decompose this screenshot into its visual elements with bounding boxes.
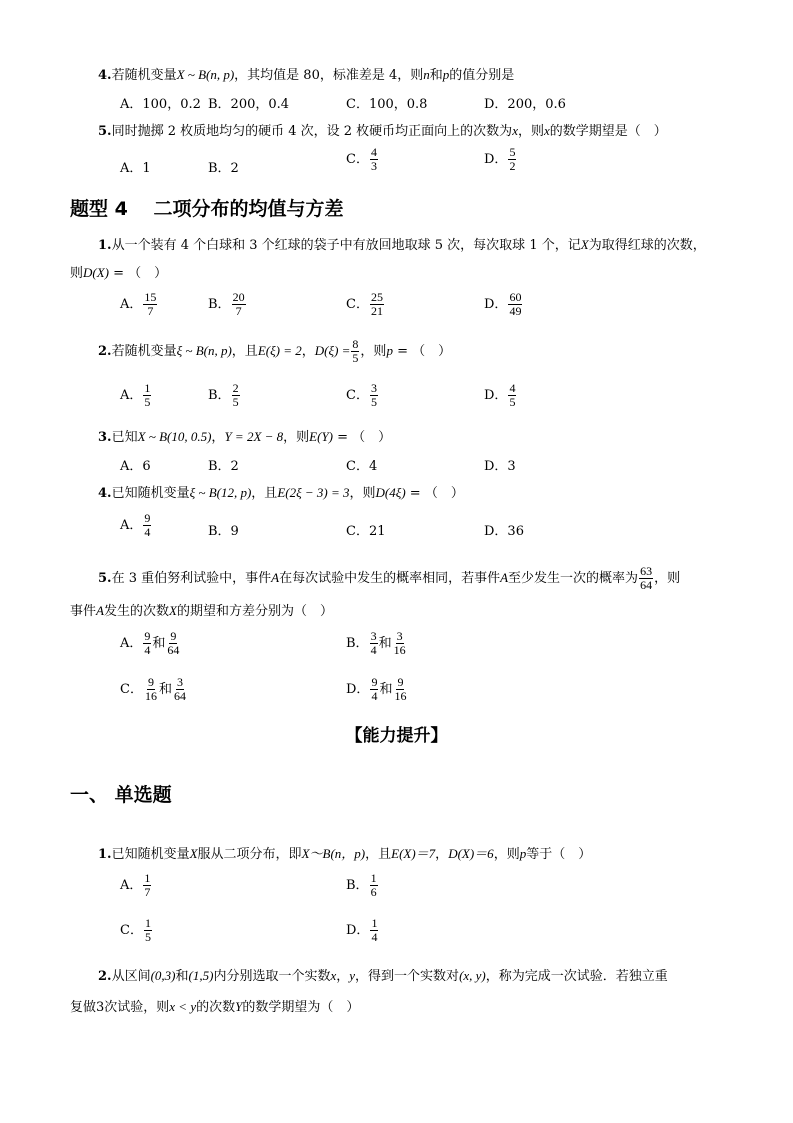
option-a: A．1: [120, 161, 151, 176]
question-t4-3: 3.已知X ~ B(10, 0.5)，Y = 2X − 8，则E(Y) = （ ）: [98, 429, 392, 445]
option-b: B．200，0.4: [208, 97, 290, 112]
option-c: C． $\frac{4}{3}$: [346, 145, 377, 173]
question-number: 4.: [98, 68, 112, 83]
section-title-ability: 【能力提升】: [345, 726, 448, 746]
option-b: B．9: [208, 524, 239, 539]
option-c: C． $\frac{3}{5}$: [346, 381, 377, 409]
option-a: A． $\frac{1}{7}$: [120, 871, 151, 899]
question-t4-5: 5.在 3 重伯努利试验中，事件A在每次试验中发生的概率相同，若事件A至少发生一次的概率为 $\frac{63}{64}$ ，则: [98, 564, 681, 592]
question-number: 5.: [98, 124, 112, 139]
option-a: A． $\frac{15}{7}$: [120, 290, 157, 318]
question-a5: 5.同时抛掷 2 枚质地均匀的硬币 4 次，设 2 枚硬币均正面向上的次数为x，则x的数学期望是（ ）: [98, 123, 667, 139]
question-ability-2-line2: 复做3次试验，则x < y的次数Y的数学期望为（ ）: [70, 999, 360, 1015]
question-t4-5-line2: 事件A发生的次数X的期望和方差分别为（ ）: [70, 603, 333, 619]
option-b: B．2: [208, 459, 239, 474]
fraction: $\frac{8}{5}$: [352, 337, 359, 365]
question-ability-2: 2.从区间(0,3)和(1,5)内分别选取一个实数x，y，得到一个实数对(x, y)，称为完成一次试验．若独立重: [98, 968, 668, 984]
question-ability-1: 1.已知随机变量X服从二项分布，即X～B(n，p)，且E(X)＝7，D(X)＝6，则p等于（ ）: [98, 846, 592, 862]
option-a: A． $\frac{1}{5}$: [120, 381, 151, 409]
option-c: C．21: [346, 524, 386, 539]
question-t4-1: 1.从一个装有 4 个白球和 3 个红球的袋子中有放回地取球 5 次，每次取球 1 个，记X为取得红球的次数，: [98, 237, 706, 253]
option-b: B． $\frac{20}{7}$: [208, 290, 245, 318]
option-d: D．36: [484, 524, 524, 539]
option-d: D． $\frac{60}{49}$: [484, 290, 522, 318]
section-heading-single-choice: 一、 单选题: [70, 784, 172, 806]
option-b: B． $\frac{2}{5}$: [208, 381, 239, 409]
option-c: C．100，0.8: [346, 97, 428, 112]
section-heading-type4: 题型 4 二项分布的均值与方差: [70, 198, 344, 220]
question-a4: 4.若随机变量X ~ B(n, p)，其均值是 80，标准差是 4，则n和p的值分别是: [98, 67, 515, 83]
option-d: D． $\frac{1}{4}$: [346, 916, 378, 944]
option-d: D． $\frac{4}{5}$: [484, 381, 516, 409]
option-d: D．200，0.6: [484, 97, 566, 112]
option-b: B． $\frac{3}{4}$ 和 $\frac{3}{16}$: [346, 629, 406, 657]
question-t4-4: 4.已知随机变量ξ ~ B(12, p)，且E(2ξ − 3) = 3，则D(4ξ) = （ ）: [98, 485, 464, 501]
option-a: A． $\frac{9}{4}$: [120, 511, 151, 539]
fraction: $\frac{4}{3}$: [370, 145, 377, 173]
fraction: $\frac{63}{64}$: [640, 564, 653, 592]
option-c: C． $\frac{25}{21}$: [346, 290, 383, 318]
option-d: D． $\frac{9}{4}$ 和 $\frac{9}{16}$: [346, 675, 407, 703]
option-b: B．2: [208, 161, 239, 176]
option-b: B． $\frac{1}{6}$: [346, 871, 377, 899]
option-a: A． $\frac{9}{4}$ 和 $\frac{9}{64}$: [120, 629, 180, 657]
option-a: A．6: [120, 459, 151, 474]
option-a: A．100，0.2: [120, 97, 201, 112]
fraction: $\frac{5}{2}$: [509, 145, 516, 173]
option-c: C． $\frac{9}{16}$ 和 $\frac{3}{64}$: [120, 675, 186, 703]
option-d: D．3: [484, 459, 516, 474]
option-d: D． $\frac{5}{2}$: [484, 145, 516, 173]
question-t4-1-line2: 则D(X) = （ ）: [70, 265, 168, 281]
option-c: C． $\frac{1}{5}$: [120, 916, 151, 944]
option-c: C．4: [346, 459, 378, 474]
question-t4-2: 2.若随机变量ξ ~ B(n, p)，且E(ξ) = 2，D(ξ) = $\frac{8}{5}$ ，则p = （ ）: [98, 337, 452, 365]
